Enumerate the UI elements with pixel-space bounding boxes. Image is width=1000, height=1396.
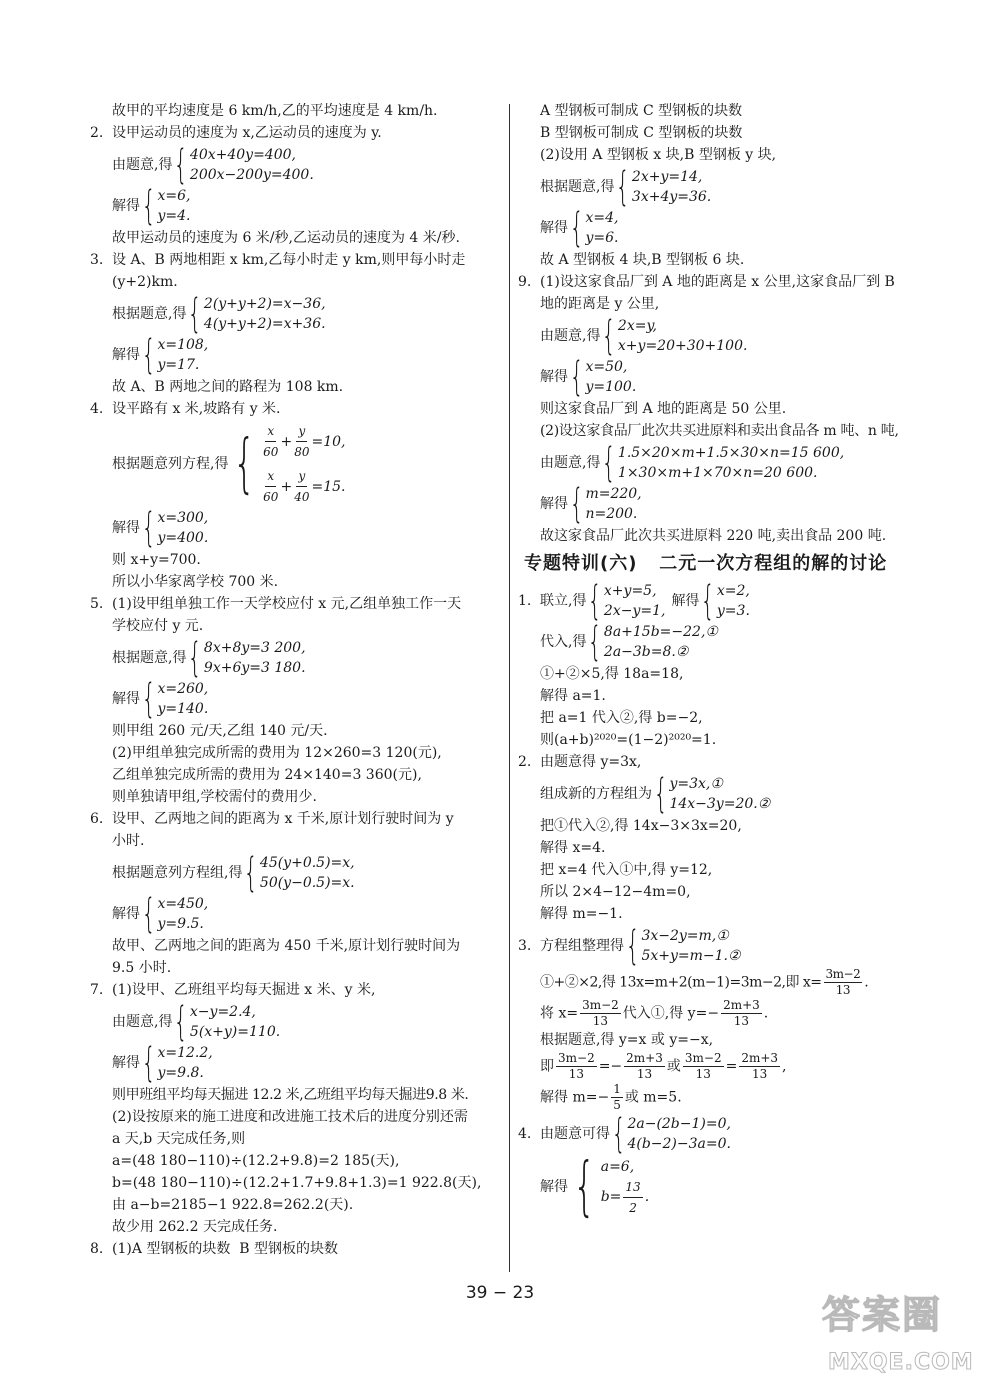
fraction: $\frac{3m-2}{13}$ bbox=[684, 1051, 722, 1081]
equation: 1×30×m+1×70×n=20 600. bbox=[617, 465, 818, 481]
brace-icon: { bbox=[616, 164, 631, 210]
equation: x=450, bbox=[157, 896, 209, 912]
label: 解得 bbox=[540, 496, 568, 512]
equation: x=50, bbox=[585, 359, 628, 375]
equation: n=200. bbox=[585, 506, 638, 522]
brace-icon: { bbox=[141, 676, 156, 722]
equation: y=3. bbox=[716, 603, 750, 619]
problem-number: 2. bbox=[90, 125, 104, 141]
equation: m=220, bbox=[585, 486, 642, 502]
brace-icon: { bbox=[141, 183, 156, 229]
problem-number: 4. bbox=[90, 401, 104, 417]
label: 根据题意,得 bbox=[112, 306, 187, 322]
solution-system bbox=[540, 1150, 920, 1224]
label: 解得 bbox=[112, 520, 140, 536]
text-line: 设甲、乙两地之间的距离为 x 千米,原计划行驶时间为 y bbox=[112, 811, 454, 827]
solution-system bbox=[112, 332, 500, 378]
equation: 2x−y=1, bbox=[603, 603, 666, 619]
text-line: (2)设用 A 型钢板 x 块,B 型钢板 y 块, bbox=[540, 147, 777, 163]
text-line: 把 a=1 代入②,得 b=−2, bbox=[540, 710, 703, 726]
label: 解得 bbox=[112, 1055, 140, 1071]
text-line: 则 x+y=700. bbox=[112, 552, 201, 568]
topic-problem-2 bbox=[520, 751, 920, 773]
brace-icon: { bbox=[653, 771, 668, 817]
text-line: 把①代入②,得 14x−3×3x=20, bbox=[540, 818, 742, 834]
equation: 45(y+0.5)=x, bbox=[259, 855, 355, 871]
math-line: 将 x= $\frac{3m-2}{13}$ 代入①,得 y=− $\frac{2m+3}{13}$ . bbox=[540, 998, 769, 1028]
brace-icon: { bbox=[174, 142, 189, 188]
equation: 5x+y=m−1.② bbox=[641, 948, 741, 964]
equation: y=140. bbox=[157, 701, 209, 717]
equation: x=300, bbox=[157, 510, 209, 526]
equation-system bbox=[540, 771, 920, 817]
problem-2 bbox=[92, 122, 500, 144]
equation: 5(x+y)=110. bbox=[189, 1024, 281, 1040]
brace-icon: { bbox=[188, 291, 203, 337]
problem-8 bbox=[92, 1238, 500, 1260]
label: 由题意,得 bbox=[540, 328, 601, 344]
fraction: $\frac{3m-2}{13}$ bbox=[825, 967, 861, 997]
text-line: 则单独请甲组,学校需付的费用少. bbox=[112, 789, 317, 805]
brace-icon: { bbox=[141, 1040, 156, 1086]
equation-system bbox=[112, 142, 500, 188]
equation-system bbox=[112, 291, 500, 337]
problem-number: 8. bbox=[90, 1241, 104, 1257]
brace-icon: { bbox=[588, 578, 603, 624]
fraction: $\frac{1}{5}$ bbox=[613, 1082, 621, 1112]
equation: x=6, bbox=[157, 188, 191, 204]
text-line: 故甲运动员的速度为 6 米/秒,乙运动员的速度为 4 米/秒. bbox=[112, 230, 460, 246]
brace-icon: { bbox=[174, 999, 189, 1045]
problem-number: 2. bbox=[518, 754, 532, 770]
text-line: 学校应付 y 元. bbox=[112, 618, 204, 634]
brace-icon: { bbox=[611, 1111, 626, 1157]
fraction-equation: $\frac{x}{60}$ + $\frac{y}{80}$ =10, bbox=[261, 421, 345, 462]
equation: a=6, bbox=[600, 1158, 635, 1175]
equation: 2a−3b=8.② bbox=[603, 644, 689, 660]
label: 组成新的方程组为 bbox=[540, 786, 652, 802]
brace-icon: { bbox=[141, 505, 156, 551]
text-line: (2)甲组单独完成所需的费用为 12×260=3 120(元), bbox=[112, 745, 442, 761]
text-line: 则甲班组平均每天掘进 12.2 米,乙班组平均每天掘进9.8 米. bbox=[112, 1087, 469, 1103]
left-column bbox=[92, 100, 500, 1260]
text-line: (1)设甲组单独工作一天学校应付 x 元,乙组单独工作一天 bbox=[112, 596, 462, 612]
fraction-equation: b= $\frac{13}{2}$ . bbox=[601, 1177, 649, 1218]
problem-number: 1. bbox=[518, 593, 532, 609]
problem-number: 9. bbox=[518, 274, 532, 290]
brace-icon: { bbox=[244, 850, 259, 896]
brace-icon: { bbox=[569, 354, 584, 400]
brace-icon: { bbox=[569, 205, 584, 251]
label: 代入,得 bbox=[540, 634, 587, 650]
equation: 2a−(2b−1)=0, bbox=[627, 1116, 731, 1132]
topic-problem-3 bbox=[518, 923, 920, 969]
equation-system bbox=[112, 635, 500, 681]
text-line: 故甲的平均速度是 6 km/h,乙的平均速度是 4 km/h. bbox=[112, 103, 438, 119]
equation: 8x+8y=3 200, bbox=[203, 640, 306, 656]
problem-number: 3. bbox=[518, 938, 532, 954]
text-line: 所以 2×4−12−4m=0, bbox=[540, 884, 691, 900]
text-line: 则甲组 260 元/天,乙组 140 元/天. bbox=[112, 723, 328, 739]
fraction: $\frac{13}{2}$ bbox=[623, 1177, 642, 1218]
label: 由题意,得 bbox=[112, 157, 173, 173]
problem-5 bbox=[92, 593, 500, 615]
equation: y=17. bbox=[157, 357, 200, 373]
label: 解得 bbox=[112, 198, 140, 214]
label: 解得 bbox=[112, 347, 140, 363]
equation-system bbox=[540, 164, 920, 210]
equation: x=108, bbox=[157, 337, 209, 353]
fraction: $\frac{2m+3}{13}$ bbox=[723, 998, 760, 1028]
equation-system bbox=[540, 619, 920, 665]
fraction: $\frac{y}{40}$ bbox=[294, 466, 309, 507]
equation: x=12.2, bbox=[157, 1045, 213, 1061]
text-line: 地的距离是 y 公里, bbox=[540, 296, 660, 312]
equation: x=260, bbox=[157, 681, 209, 697]
topic-problem-4 bbox=[518, 1111, 920, 1157]
right-column bbox=[518, 100, 920, 1224]
equation: x=2, bbox=[716, 583, 750, 599]
equation: 50(y−0.5)=x. bbox=[259, 875, 355, 891]
equation: 4(b−2)−3a=0. bbox=[627, 1136, 731, 1152]
problem-number: 3. bbox=[90, 252, 104, 268]
problem-number: 7. bbox=[90, 982, 104, 998]
text-line: ①+②×5,得 18a=18, bbox=[540, 666, 684, 682]
equation: x=4, bbox=[585, 210, 619, 226]
text-line: 故这家食品厂此次共买进原料 220 吨,卖出食品 200 吨. bbox=[540, 528, 887, 544]
equation-system bbox=[540, 313, 920, 359]
brace-icon: { bbox=[602, 313, 617, 359]
equation: x−y=2.4, bbox=[189, 1004, 256, 1020]
text-line: 根据题意,得 y=x 或 y=−x, bbox=[540, 1032, 714, 1048]
equation: y=9.8. bbox=[157, 1065, 204, 1081]
text-line: b=(48 180−110)÷(12.2+1.7+9.8+1.3)=1 922.8(天), bbox=[112, 1175, 482, 1191]
equation: 3x+4y=36. bbox=[631, 189, 712, 205]
equation: 2(y+y+2)=x−36, bbox=[203, 296, 326, 312]
label: 解得 bbox=[112, 906, 140, 922]
problem-9 bbox=[520, 271, 920, 293]
brace-icon: { bbox=[602, 440, 617, 486]
text-line: a 天,b 天完成任务,则 bbox=[112, 1131, 246, 1147]
equation: 2x=y, bbox=[617, 318, 657, 334]
brace-icon: { bbox=[625, 923, 640, 969]
topic-problem-1 bbox=[518, 578, 920, 624]
text-line: B 型钢板可制成 C 型钢板的块数 bbox=[540, 125, 743, 141]
text-line: 把 x=4 代入①中,得 y=12, bbox=[540, 862, 713, 878]
watermark-logo bbox=[822, 1293, 982, 1382]
problem-number: 4. bbox=[518, 1126, 532, 1142]
text-line: 故 A 型钢板 4 块,B 型钢板 6 块. bbox=[540, 252, 745, 268]
page-number: 39 − 23 bbox=[465, 1283, 535, 1303]
equation: 1.5×20×m+1.5×30×n=15 600, bbox=[617, 445, 845, 461]
problem-4 bbox=[92, 398, 500, 420]
fraction: $\frac{2m+3}{13}$ bbox=[741, 1051, 779, 1081]
equation: x+y=5, bbox=[603, 583, 657, 599]
label: 解得 bbox=[112, 691, 140, 707]
text-line: (2)设这家食品厂此次共买进原料和卖出食品各 m 吨、n 吨, bbox=[540, 423, 899, 439]
equation: 3x−2y=m,① bbox=[641, 928, 729, 944]
equation: 40x+40y=400, bbox=[189, 147, 296, 163]
equation: 8a+15b=−22,① bbox=[603, 624, 718, 640]
equation: y=9.5. bbox=[157, 916, 204, 932]
watermark-url: MXQE.COM bbox=[828, 1350, 974, 1375]
brace-icon: { bbox=[141, 332, 156, 378]
column-divider bbox=[509, 104, 510, 1272]
brace-icon: { bbox=[588, 619, 603, 665]
fraction: $\frac{2m+3}{13}$ bbox=[626, 1051, 663, 1081]
text-line: 乙组单独完成所需的费用为 24×140=3 360(元), bbox=[112, 767, 422, 783]
brace-icon: { bbox=[569, 481, 584, 527]
math-line: 即 $\frac{3m-2}{13}$ =− $\frac{2m+3}{13}$ 或 $\frac{3m-2}{13}$ = $\frac{2m+3}{13}$ , bbox=[540, 1051, 787, 1081]
problem-number: 6. bbox=[90, 811, 104, 827]
equation: 14x−3y=20.② bbox=[669, 796, 771, 812]
text-line: (y+2)km. bbox=[112, 274, 178, 290]
brace-icon: { bbox=[141, 891, 156, 937]
equation-system bbox=[112, 999, 500, 1045]
label: 解得 bbox=[540, 369, 568, 385]
fraction: $\frac{x}{60}$ bbox=[263, 466, 278, 507]
text-line: A 型钢板可制成 C 型钢板的块数 bbox=[540, 103, 743, 119]
text-line: (2)设按原来的施工进度和改进施工技术后的进度分别还需 bbox=[112, 1109, 468, 1125]
label: 方程组整理得 bbox=[540, 938, 624, 954]
solution-system bbox=[540, 354, 920, 400]
text-line: 故 A、B 两地之间的路程为 108 km. bbox=[112, 379, 344, 395]
label: 解得 bbox=[540, 1179, 568, 1195]
label: 解得 bbox=[671, 593, 700, 609]
text-line: 则(a+b)²⁰²⁰=(1−2)²⁰²⁰=1. bbox=[540, 732, 717, 748]
brace-icon: { bbox=[233, 427, 257, 501]
solution-system bbox=[540, 481, 920, 527]
section-heading: 专题特训(六) 二元一次方程组的解的讨论 bbox=[524, 553, 888, 574]
label: 解得 bbox=[540, 220, 568, 236]
fraction: $\frac{3m-2}{13}$ bbox=[582, 998, 619, 1028]
problem-6 bbox=[92, 808, 500, 830]
equation: x+y=20+30+100. bbox=[617, 338, 748, 354]
text-line: 设甲运动员的速度为 x,乙运动员的速度为 y. bbox=[112, 125, 382, 141]
equation: 200x−200y=400. bbox=[189, 167, 314, 183]
equation: y=3x,① bbox=[669, 776, 723, 792]
label: 由题意,得 bbox=[112, 1014, 173, 1030]
brace-icon: { bbox=[701, 578, 716, 624]
solution-system bbox=[112, 1040, 500, 1086]
solution-system bbox=[112, 505, 500, 551]
label: 由题意可得 bbox=[540, 1126, 610, 1142]
label: 根据题意列方程,得 bbox=[112, 456, 229, 472]
problem-3 bbox=[92, 249, 500, 271]
problem-7 bbox=[92, 979, 500, 1001]
problem-number: 5. bbox=[90, 596, 104, 612]
math-line: 解得 m=− $\frac{1}{5}$ 或 m=5. bbox=[540, 1082, 682, 1112]
text-line: (1)A 型钢板的块数 B 型钢板的块数 bbox=[112, 1241, 339, 1257]
fraction: $\frac{3m-2}{13}$ bbox=[558, 1051, 595, 1081]
text-line: (1)设这家食品厂到 A 地的距离是 x 公里,这家食品厂到 B bbox=[540, 274, 895, 290]
text-line: a=(48 180−110)÷(12.2+9.8)=2 185(天), bbox=[112, 1153, 400, 1169]
equation: y=100. bbox=[585, 379, 637, 395]
label: 联立,得 bbox=[540, 593, 587, 609]
text-line: (1)设甲、乙班组平均每天掘进 x 米、y 米, bbox=[112, 982, 376, 998]
equation-system bbox=[112, 421, 500, 507]
equation: 4(y+y+2)=x+36. bbox=[203, 316, 326, 332]
equation: 9x+6y=3 180. bbox=[203, 660, 306, 676]
equation: 2x+y=14, bbox=[631, 169, 703, 185]
text-line: 故少用 262.2 天完成任务. bbox=[112, 1219, 278, 1235]
label: 根据题意,得 bbox=[112, 650, 187, 666]
text-line: 设 A、B 两地相距 x km,乙每小时走 y km,则甲每小时走 bbox=[112, 252, 466, 268]
equation-system bbox=[540, 440, 920, 486]
fraction-equation: $\frac{x}{60}$ + $\frac{y}{40}$ =15. bbox=[261, 466, 345, 507]
brace-icon: { bbox=[188, 635, 203, 681]
equation-system bbox=[112, 850, 500, 896]
text-line: 由题意得 y=3x, bbox=[540, 754, 642, 770]
brace-icon: { bbox=[573, 1150, 596, 1224]
text-line: 解得 a=1. bbox=[540, 688, 606, 704]
fraction: $\frac{x}{60}$ bbox=[263, 421, 278, 462]
text-line: 9.5 小时. bbox=[112, 960, 172, 976]
fraction: $\frac{y}{80}$ bbox=[294, 421, 309, 462]
equation: y=4. bbox=[157, 208, 191, 224]
label: 由题意,得 bbox=[540, 455, 601, 471]
text-line: 故甲、乙两地之间的距离为 450 千米,原计划行驶时间为 bbox=[112, 938, 461, 954]
text-line: 解得 x=4. bbox=[540, 840, 606, 856]
solution-system bbox=[112, 183, 500, 229]
text-line: 则这家食品厂到 A 地的距离是 50 公里. bbox=[540, 401, 787, 417]
watermark-text: 答案圈 bbox=[822, 1293, 943, 1337]
text-line: 解得 m=−1. bbox=[540, 906, 623, 922]
label: 根据题意列方程组,得 bbox=[112, 865, 243, 881]
text-line: 设平路有 x 米,坡路有 y 米. bbox=[112, 401, 281, 417]
equation: y=400. bbox=[157, 530, 209, 546]
math-line: ①+②×2,得 13x=m+2(m−1)=3m−2,即 x= $\frac{3m-2}{13}$ . bbox=[540, 967, 869, 997]
solution-system bbox=[112, 676, 500, 722]
text-line: 小时. bbox=[112, 833, 145, 849]
equation: y=6. bbox=[585, 230, 619, 246]
text-line: 由 a−b=2185−1 922.8=262.2(天). bbox=[112, 1197, 354, 1213]
text-line: 所以小华家离学校 700 米. bbox=[112, 574, 279, 590]
solution-system bbox=[112, 891, 500, 937]
solution-system bbox=[540, 205, 920, 251]
label: 根据题意,得 bbox=[540, 179, 615, 195]
